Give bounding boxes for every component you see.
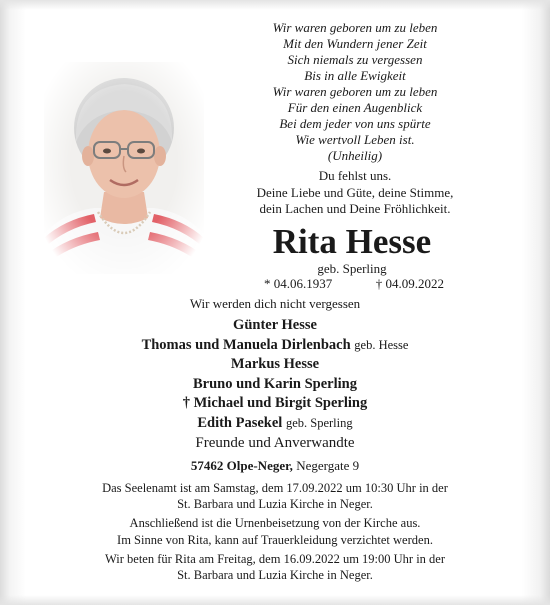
- mourner-name: Thomas und Manuela Dirlenbach: [141, 336, 351, 353]
- farewell-message: [222, 168, 488, 218]
- poem-line: Für den einen Augenblick: [287, 100, 423, 115]
- farewell-line: Du fehlst uns.: [318, 168, 392, 183]
- mourner-entry: [30, 355, 520, 375]
- notice-line: St. Barbara und Luzia Kirche in Neger.: [177, 497, 373, 512]
- notice-line: Im Sinne von Rita, kann auf Trauerkleidung verzichtet werden.: [117, 532, 433, 547]
- deceased-name: Rita Hesse: [272, 222, 432, 261]
- address-city: 57462 Olpe-Neger,: [190, 458, 293, 473]
- mourner-note: geb. Hesse: [354, 337, 409, 352]
- poem: [222, 20, 488, 164]
- notice-paragraph: [30, 480, 520, 512]
- notice-paragraph: [30, 551, 520, 583]
- relatives-line: Freunde und Anverwandte: [195, 434, 355, 451]
- poem-line: Wie wertvoll Leben ist.: [295, 132, 415, 147]
- mourner-name: † Michael und Birgit Sperling: [182, 395, 368, 412]
- poem-line: Bei dem jeder von uns spürte: [279, 116, 431, 131]
- death-date: † 04.09.2022: [375, 276, 444, 291]
- mourner-name: Edith Pasekel: [197, 414, 283, 431]
- mourner-entry: [30, 375, 520, 395]
- maiden-name: geb. Sperling: [317, 261, 387, 276]
- mourner-entry: [30, 316, 520, 336]
- remember-line: Wir werden dich nicht vergessen: [189, 296, 361, 311]
- poem-line: Mit den Wundern jener Zeit: [283, 36, 427, 51]
- service-notices: [30, 480, 520, 586]
- mourner-note: geb. Sperling: [285, 415, 353, 430]
- notice-line: Anschließend ist die Urnenbeisetzung von der Kirche aus.: [129, 516, 421, 531]
- mourner-entry: [30, 414, 520, 434]
- poem-attribution: (Unheilig): [327, 148, 383, 163]
- poem-line: Sich niemals zu vergessen: [287, 52, 423, 67]
- birth-date: * 04.06.1937: [264, 276, 333, 291]
- notice-line: St. Barbara und Luzia Kirche in Neger.: [177, 568, 373, 583]
- notice-line: Wir beten für Rita am Freitag, dem 16.09.2022 um 19:00 Uhr in der: [104, 551, 446, 566]
- mourners-list: [30, 316, 520, 453]
- farewell-line: dein Lachen und Deine Fröhlichkeit.: [259, 201, 451, 216]
- portrait-photo: [44, 62, 204, 274]
- poem-line: Wir waren geboren um zu leben: [272, 20, 438, 35]
- mourner-name: Bruno und Karin Sperling: [193, 375, 357, 392]
- mourner-name: Markus Hesse: [230, 356, 320, 373]
- poem-line: Wir waren geboren um zu leben: [272, 84, 438, 99]
- address-street: Negergate 9: [296, 458, 360, 473]
- address: [30, 458, 520, 474]
- mourner-name: Günter Hesse: [233, 317, 317, 333]
- portrait-illustration: [44, 62, 204, 274]
- mourner-entry: [30, 336, 520, 356]
- farewell-line: Deine Liebe und Güte, deine Stimme,: [256, 184, 454, 200]
- notice-paragraph: [30, 515, 520, 547]
- notice-line: Das Seelenamt ist am Samstag, dem 17.09.2022 um 10:30 Uhr in der: [102, 481, 448, 495]
- poem-line: Bis in alle Ewigkeit: [304, 68, 406, 83]
- mourner-entry: [30, 394, 520, 414]
